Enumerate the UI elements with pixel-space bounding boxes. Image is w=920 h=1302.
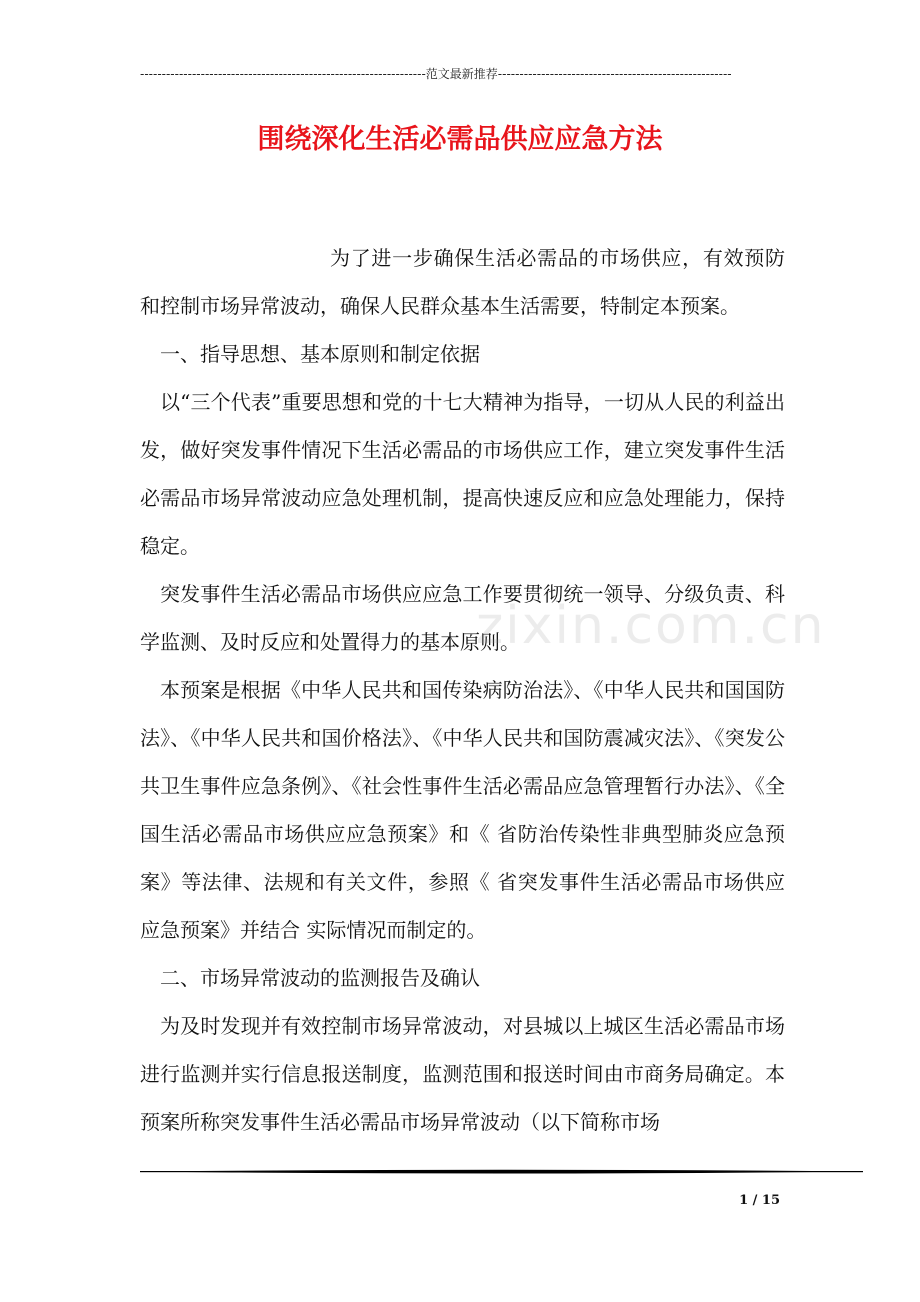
- document-body: [140, 234, 785, 1146]
- paragraph-monitoring: 为及时发现并有效控制市场异常波动，对县城以上城区生活必需品市场进行监测并实行信息报送制度，监测范围和报送时间由市商务局确定。本预案所称突发事件生活必需品市场异常波动（以下简称市场: [140, 1014, 785, 1134]
- document-title: 围绕深化生活必需品供应应急方法: [257, 124, 663, 155]
- paragraph-intro: 为了进一步确保生活必需品的市场供应，有效预防和控制市场异常波动，确保人民群众基本生活需要，特制定本预案。: [140, 246, 785, 318]
- page-number: 1 / 15: [739, 1193, 780, 1208]
- page-header: ------------------------------------------------------------------范文最新推荐------------------------------------------------------: [140, 67, 732, 81]
- paragraph-basic-principles: 突发事件生活必需品市场供应应急工作要贯彻统一领导、分级负责、科学监测、及时反应和处置得力的基本原则。: [140, 582, 785, 654]
- section-heading-1: 一、指导思想、基本原则和制定依据: [160, 342, 480, 366]
- section-heading-2: 二、市场异常波动的监测报告及确认: [160, 966, 480, 990]
- paragraph-guiding-thought: 以“三个代表”重要思想和党的十七大精神为指导，一切从人民的利益出发，做好突发事件情况下生活必需品的市场供应工作，建立突发事件生活必需品市场异常波动应急处理机制，提高快速反应和应急处理能力，保持稳定。: [140, 390, 785, 558]
- footer-rule: [140, 1166, 863, 1178]
- paragraph-legal-basis: 本预案是根据《中华人民共和国传染病防治法》、《中华人民共和国国防法》、《中华人民共和国价格法》、《中华人民共和国防震减灾法》、《突发公共卫生事件应急条例》、《社会性事件生活必需品应急管理暂行办法》、《全国生活必需品市场供应应急预案》和《 省防治传染性非典型肺炎应急预案》等法律、法规和有关文件，参照《 省突发事件生活必需品市场供应应急预案》并结合 实际情况而制定的。: [140, 678, 785, 942]
- watermark: zixin.com.cn: [476, 596, 826, 656]
